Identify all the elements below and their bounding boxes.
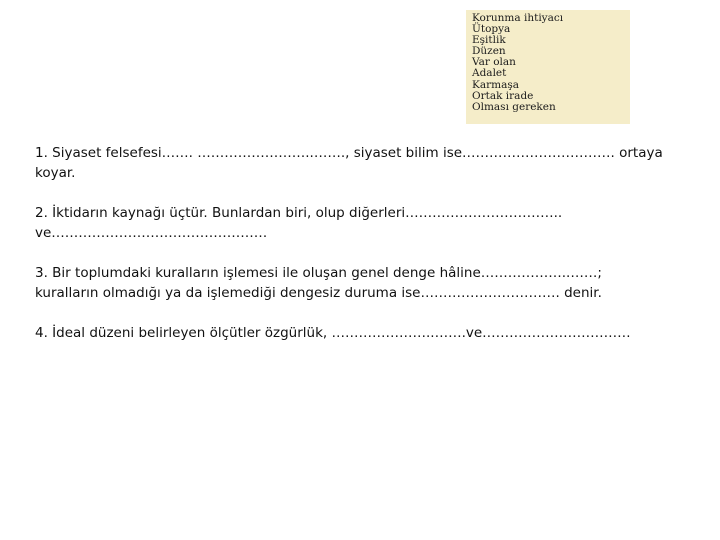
question-1-line-1: 1. Siyaset felsefesi……. ……………………..……., siyaset bilim ise……………………………. ortaya [35,145,663,161]
question-4-line-1: 4. İdeal düzeni belirleyen ölçütler özgürlük, …………………..…….ve…………………………… [35,325,631,341]
question-3-line-2: kuralların olmadığı ya da işlemediği dengesiz duruma ise…………………………. denir. [35,285,602,301]
question-4 [35,323,695,343]
word-bank-box [466,10,630,124]
word-bank-item: Olması gereken [472,100,556,113]
question-1 [35,143,695,183]
word-bank-item: Var olan [472,56,516,69]
word-bank-item: Düzen [472,45,506,58]
question-2-line-1: 2. İktidarın kaynağı üçtür. Bunlardan biri, olup diğerleri…………………………….. [35,205,563,221]
word-bank-item: Eşitlik [472,34,506,47]
question-2-line-2: ve………………………………………… [35,225,268,241]
question-list [35,143,695,363]
word-bank-item: Korunma ihtiyacı [472,12,564,24]
word-bank-item: Karmaşa [472,78,519,91]
question-2 [35,203,695,243]
question-3-line-1: 3. Bir toplumdaki kuralların işlemesi ile oluşan genel denge hâline………………..……; [35,265,602,281]
question-1-line-2: koyar. [35,165,76,181]
word-bank-item: Ütopya [472,23,511,36]
word-bank-item: Ortak irade [472,89,534,102]
question-3 [35,263,695,303]
word-bank-item: Adalet [472,67,507,80]
